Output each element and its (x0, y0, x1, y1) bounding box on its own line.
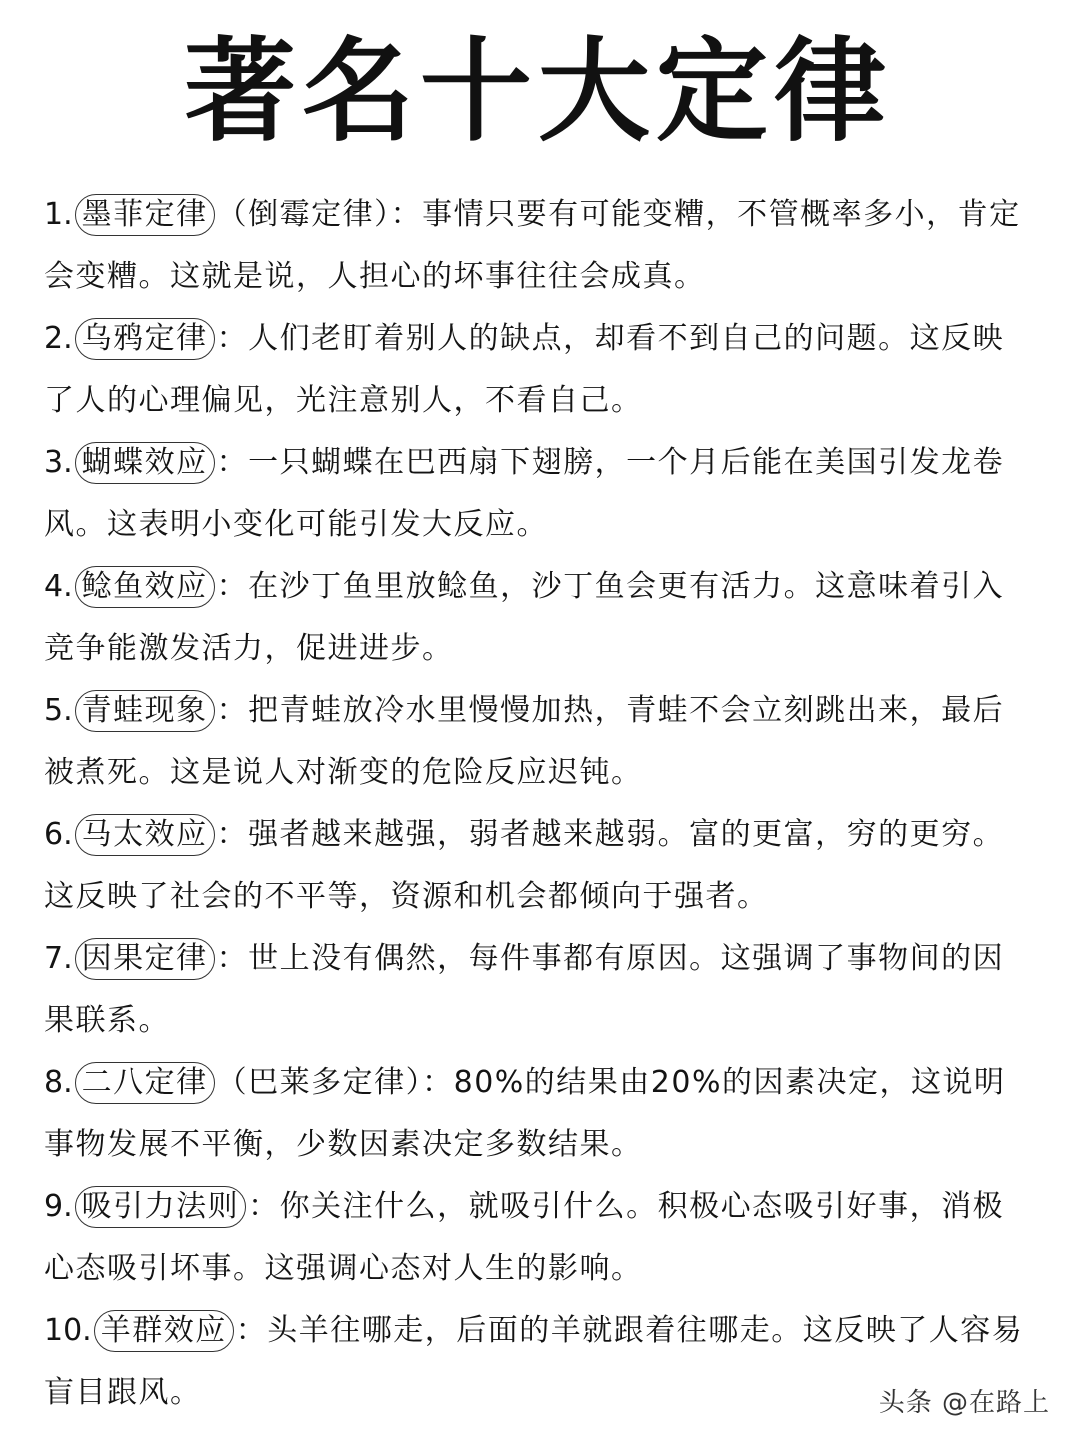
law-item-4 (44, 556, 1034, 680)
law-item-6 (44, 804, 1034, 928)
law-description: 头羊往哪走，后面的羊就跟着往哪走。这反映了人容易盲目跟风。 (44, 1313, 1024, 1410)
law-item-3 (44, 432, 1034, 556)
law-number: 3. (44, 445, 73, 480)
law-separator: ： (390, 197, 423, 232)
law-number: 4. (44, 569, 73, 604)
law-description: 你关注什么，就吸引什么。积极心态吸引好事，消极心态吸引坏事。这强调心态对人生的影响。 (44, 1189, 1005, 1286)
law-name-circled: 青蛙现象 (75, 690, 215, 732)
law-separator: ： (216, 569, 249, 604)
law-number: 8. (44, 1065, 73, 1100)
law-number: 5. (44, 693, 73, 728)
law-separator: ： (216, 693, 249, 728)
law-name-circled: 乌鸦定律 (75, 318, 215, 360)
law-item-2 (44, 308, 1034, 432)
law-number: 9. (44, 1189, 73, 1224)
law-description: 把青蛙放冷水里慢慢加热，青蛙不会立刻跳出来，最后被煮死。这是说人对渐变的危险反应迟钝。 (44, 693, 1005, 790)
law-name-circled: 马太效应 (75, 814, 215, 856)
law-description: 一只蝴蝶在巴西扇下翅膀，一个月后能在美国引发龙卷风。这表明小变化可能引发大反应。 (44, 445, 1005, 542)
law-number: 10. (44, 1313, 92, 1348)
law-name-circled: 鲶鱼效应 (75, 566, 215, 608)
law-name-circled: 蝴蝶效应 (75, 442, 215, 484)
law-separator: ： (216, 321, 249, 356)
page-title: 著名十大定律 (184, 26, 892, 157)
source-watermark: 头条 @在路上 (878, 1388, 1050, 1418)
law-separator: ： (235, 1313, 268, 1348)
law-item-5 (44, 680, 1034, 804)
law-item-1 (44, 184, 1034, 308)
law-description: 80%的结果由20%的因素决定，这说明事物发展不平衡，少数因素决定多数结果。 (44, 1065, 1006, 1162)
law-alias: （巴莱多定律） (216, 1065, 423, 1100)
law-number: 2. (44, 321, 73, 356)
law-name-circled: 墨菲定律 (75, 194, 215, 236)
law-separator: ： (216, 941, 249, 976)
law-description: 人们老盯着别人的缺点，却看不到自己的问题。这反映了人的心理偏见，光注意别人，不看自己。 (44, 321, 1005, 418)
law-name-circled: 吸引力法则 (75, 1186, 247, 1228)
law-separator: ： (216, 817, 249, 852)
law-alias: （倒霉定律） (216, 197, 391, 232)
law-number: 7. (44, 941, 73, 976)
law-item-7 (44, 928, 1034, 1052)
law-description: 事情只要有可能变糟，不管概率多小，肯定会变糟。这就是说，人担心的坏事往往会成真。 (44, 197, 1021, 294)
law-name-circled: 羊群效应 (94, 1310, 234, 1352)
law-number: 6. (44, 817, 73, 852)
law-separator: ： (422, 1065, 454, 1100)
law-description: 世上没有偶然，每件事都有原因。这强调了事物间的因果联系。 (44, 941, 1005, 1038)
law-item-8 (44, 1052, 1034, 1176)
law-description: 强者越来越强，弱者越来越弱。富的更富，穷的更穷。这反映了社会的不平等，资源和机会都倾向于强者。 (44, 817, 1005, 914)
law-name-circled: 因果定律 (75, 938, 215, 980)
law-description: 在沙丁鱼里放鲶鱼，沙丁鱼会更有活力。这意味着引入竞争能激发活力，促进进步。 (44, 569, 1005, 666)
law-separator: ： (216, 445, 249, 480)
law-item-9 (44, 1176, 1034, 1300)
law-number: 1. (44, 197, 73, 232)
law-separator: ： (248, 1189, 280, 1224)
law-name-circled: 二八定律 (75, 1062, 215, 1104)
law-list (44, 184, 1034, 1424)
